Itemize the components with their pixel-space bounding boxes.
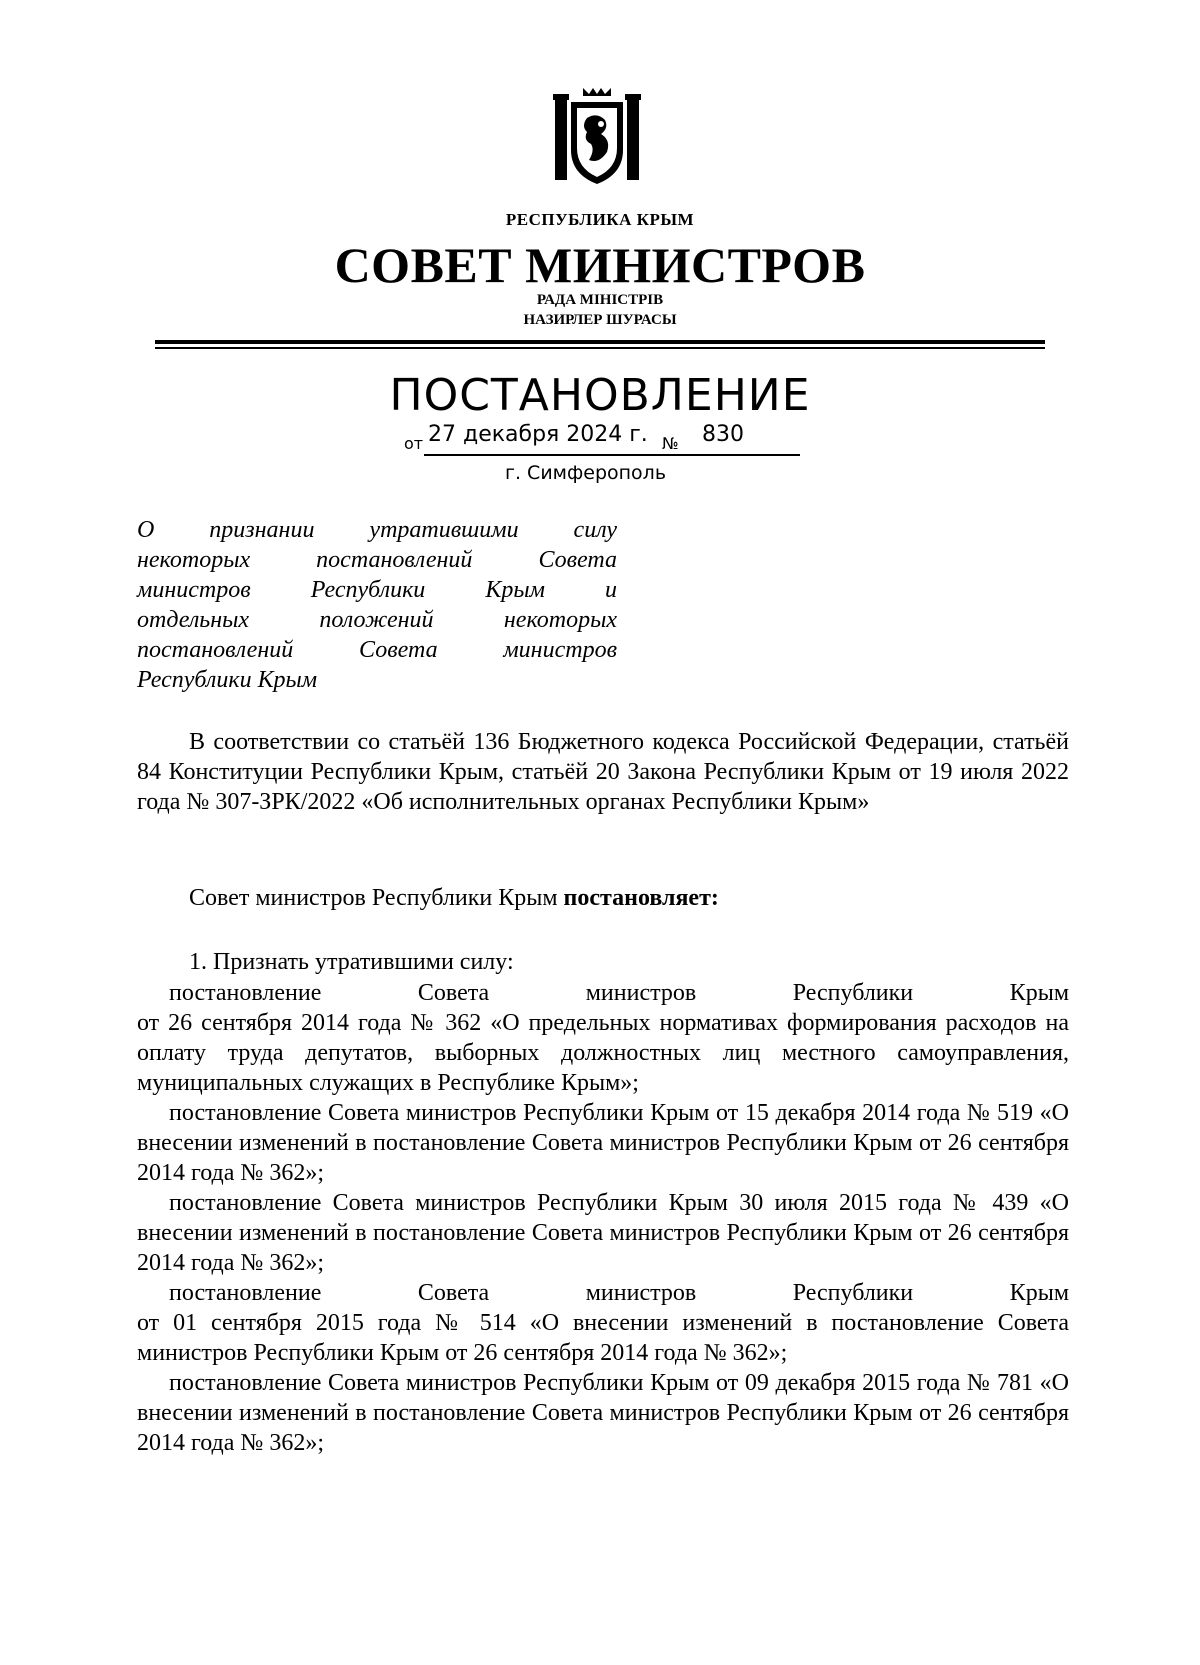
document-type-title: ПОСТАНОВЛЕНИЕ: [389, 370, 811, 421]
decree-city: г. Симферополь: [505, 462, 667, 484]
resolution-verb: постановляет:: [563, 885, 719, 911]
decree-subject: [137, 515, 617, 695]
subject-line: Республики Крым: [137, 667, 318, 693]
resolution-paragraph: [189, 883, 1069, 913]
coat-of-arms-icon: [549, 88, 645, 188]
header-rule-thin: [155, 347, 1045, 349]
number-sign-label: №: [662, 434, 679, 453]
list-item-head: постановление Совета министров Республики Крым: [169, 1280, 1069, 1306]
council-heading-crimean-tatar: НАЗИРЛЕР ШУРАСЫ: [523, 312, 677, 328]
list-item: от 26 сентября 2014 года № 362 «О предельных нормативах формирования расходов на оплату труда депутатов, выборных должностных лиц местного самоуправления, муниципальных служащих в Республике Крым»;: [137, 1010, 1069, 1096]
list-item: постановление Совета министров Республики Крым от 15 декабря 2014 года № 519 «О внесении изменений в постановление Совета министров Республики Крым от 26 сентября 2014 года № 362»;: [137, 1100, 1069, 1186]
subject-line: некоторых постановлений Совета: [137, 547, 617, 573]
subject-line: постановлений Совета министров: [137, 637, 617, 663]
legal-basis-paragraph: В соответствии со статьёй 136 Бюджетного кодекса Российской Федерации, статьёй 84 Конституции Республики Крым, статьёй 20 Закона Республики Крым от 19 июля 2022 года № 307-ЗРК/2022 «Об исполнительных органах Республики Крым»: [137, 729, 1069, 815]
date-prefix-label: от: [404, 434, 424, 453]
decree-number: 830: [702, 422, 744, 447]
subject-line: отдельных положений некоторых: [137, 607, 617, 633]
dateline-underline: [424, 454, 800, 456]
list-item: постановление Совета министров Республики Крым 30 июля 2015 года № 439 «О внесении изменений в постановление Совета министров Республики Крым от 26 сентября 2014 года № 362»;: [137, 1190, 1069, 1276]
repealed-list: [137, 978, 1069, 1458]
item-1-heading: 1. Признать утратившими силу:: [189, 949, 514, 975]
list-item-head: постановление Совета министров Республики Крым: [169, 980, 1069, 1006]
resolution-text: Совет министров Республики Крым: [189, 885, 564, 911]
council-heading: СОВЕТ МИНИСТРОВ: [334, 237, 866, 293]
list-item: постановление Совета министров Республики Крым от 09 декабря 2015 года № 781 «О внесении изменений в постановление Совета министров Республики Крым от 26 сентября 2014 года № 362»;: [137, 1370, 1069, 1456]
council-heading-ukrainian: РАДА МІНІСТРІВ: [536, 292, 664, 308]
list-item: от 01 сентября 2015 года № 514 «О внесении изменений в постановление Совета министров Республики Крым от 26 сентября 2014 года № 362»;: [137, 1310, 1069, 1366]
subject-line: О признании утратившими силу: [137, 517, 617, 543]
subject-line: министров Республики Крым и: [137, 577, 617, 603]
decree-date: 27 декабря 2024 г.: [428, 422, 648, 447]
header-rule-thick: [155, 340, 1045, 344]
republic-heading: РЕСПУБЛИКА КРЫМ: [505, 210, 695, 229]
decree-dateline: [400, 422, 800, 462]
